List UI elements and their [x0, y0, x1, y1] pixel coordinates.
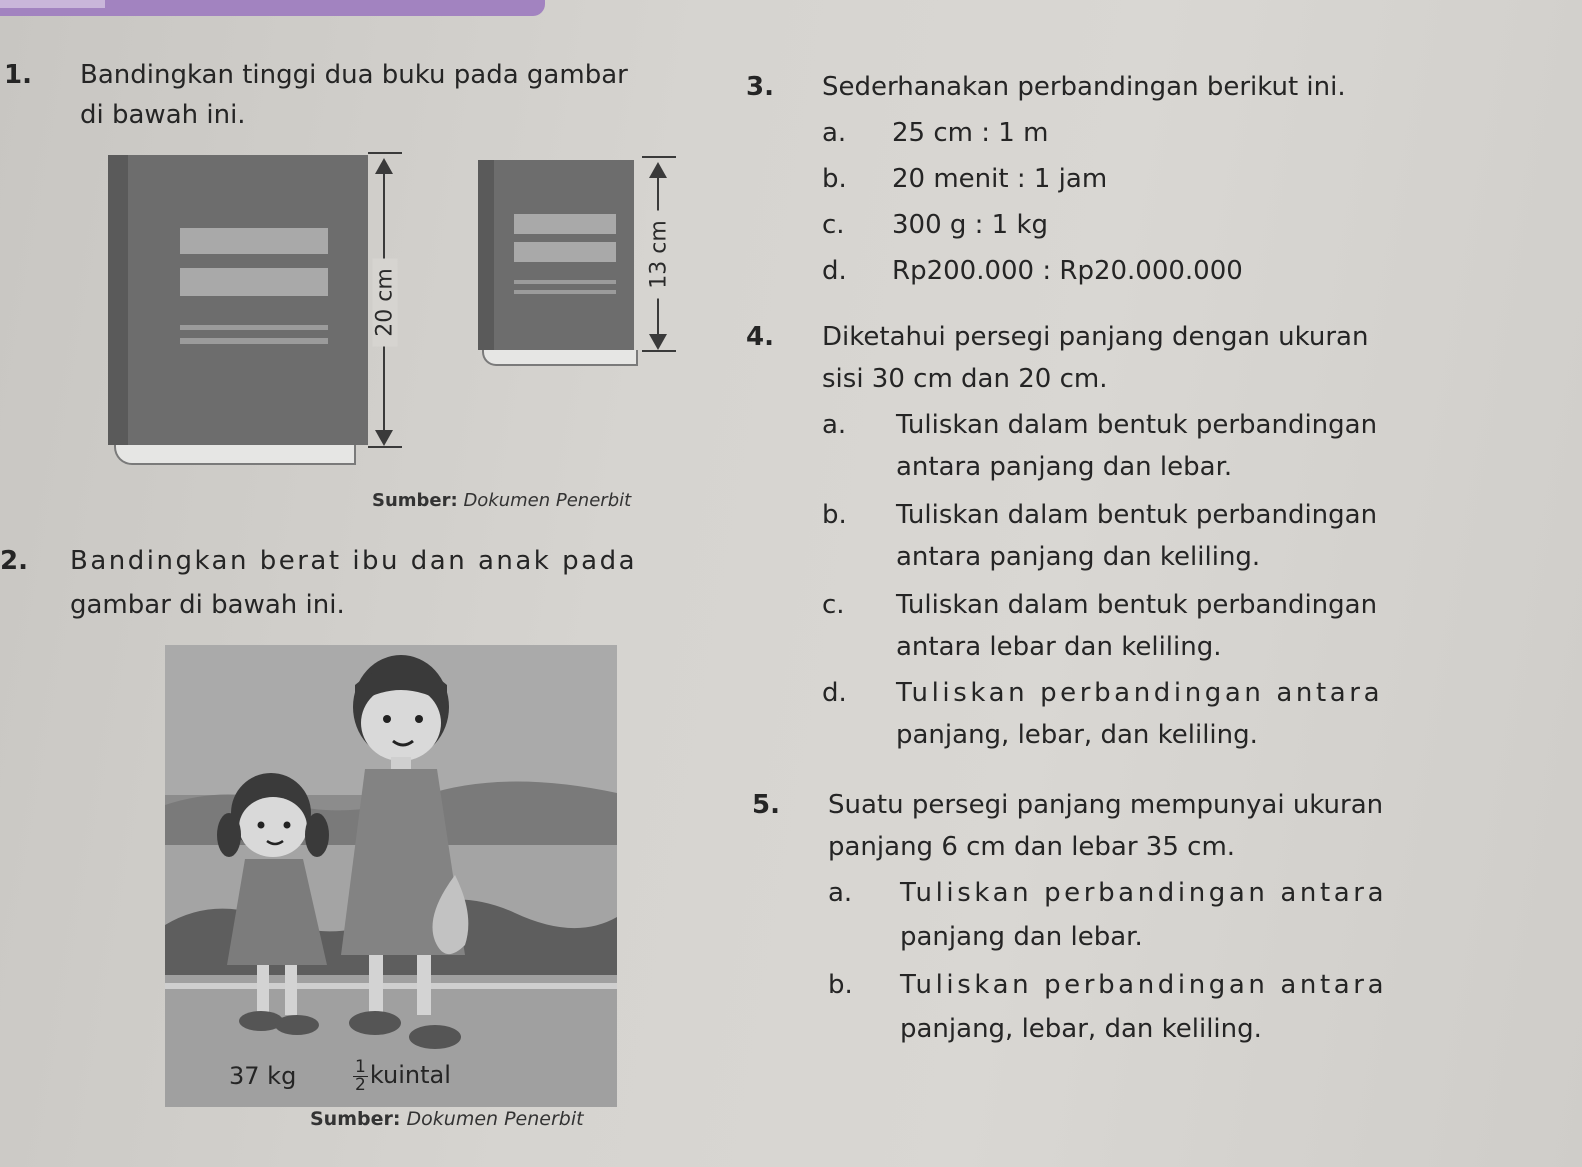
q5a-letter: a. [828, 878, 853, 908]
header-tab [0, 0, 105, 8]
q3-text: Sederhanakan perbandingan berikut ini. [822, 72, 1346, 102]
q5b-line2: panjang, lebar, dan keliling. [900, 1014, 1262, 1044]
q3b-text: 20 menit : 1 jam [892, 164, 1108, 194]
chapter-header-bar [0, 0, 545, 16]
q5a-line2: panjang dan lebar. [900, 922, 1143, 952]
q3c-text: 300 g : 1 kg [892, 210, 1049, 240]
mother-child-illustration [165, 645, 617, 1107]
q4-line1: Diketahui persegi panjang dengan ukuran [822, 322, 1369, 352]
q4b-line2: antara panjang dan keliling. [896, 542, 1261, 572]
q5b-letter: b. [828, 970, 853, 1000]
q4d-letter: d. [822, 678, 847, 708]
large-book-height-dimension [360, 152, 410, 452]
q2-source-caption: Sumber: Dokumen Penerbit [310, 1108, 584, 1130]
q5-line2: panjang 6 cm dan lebar 35 cm. [828, 832, 1236, 862]
q3a-text: 25 cm : 1 m [892, 118, 1049, 148]
q3d-text: Rp200.000 : Rp20.000.000 [892, 256, 1243, 286]
q4-number: 4. [746, 322, 774, 352]
small-book-height-label: 13 cm [647, 211, 672, 299]
q3c-letter: c. [822, 210, 845, 240]
q4c-line1: Tuliskan dalam bentuk perbandingan [896, 590, 1378, 620]
q4b-letter: b. [822, 500, 847, 530]
q2-line2: gambar di bawah ini. [70, 590, 345, 620]
mother-weight-fraction: $\frac{1}{2}$ [355, 1056, 366, 1095]
q4a-letter: a. [822, 410, 847, 440]
large-book-illustration [108, 150, 370, 472]
q3a-letter: a. [822, 118, 847, 148]
q5b-line1: Tuliskan perbandingan antara [900, 970, 1388, 1000]
q4-line2: sisi 30 cm dan 20 cm. [822, 364, 1108, 394]
q4a-line1: Tuliskan dalam bentuk perbandingan [896, 410, 1378, 440]
child-weight-label: 37 kg [229, 1062, 297, 1090]
q4d-line1: Tuliskan perbandingan antara [896, 678, 1384, 708]
small-book-illustration [478, 156, 638, 378]
q3d-letter: d. [822, 256, 847, 286]
mother-child-scene [165, 645, 617, 1107]
q2-number: 2. [0, 546, 28, 576]
q1-line1: Bandingkan tinggi dua buku pada gambar [80, 60, 628, 90]
q4c-letter: c. [822, 590, 845, 620]
large-book-height-label: 20 cm [373, 259, 398, 347]
q1-number: 1. [4, 60, 32, 90]
q5-line1: Suatu persegi panjang mempunyai ukuran [828, 790, 1384, 820]
q3-number: 3. [746, 72, 774, 102]
q2-line1: Bandingkan berat ibu dan anak pada [70, 546, 638, 576]
q5a-line1: Tuliskan perbandingan antara [900, 878, 1388, 908]
q4d-line2: panjang, lebar, dan keliling. [896, 720, 1258, 750]
q5-number: 5. [752, 790, 780, 820]
q1-source-caption: Sumber: Dokumen Penerbit [372, 490, 632, 511]
q3b-letter: b. [822, 164, 847, 194]
q4a-line2: antara panjang dan lebar. [896, 452, 1233, 482]
q1-line2: di bawah ini. [80, 100, 246, 130]
small-book-height-dimension [634, 156, 684, 356]
q4c-line2: antara lebar dan keliling. [896, 632, 1222, 662]
mother-weight-label: $\frac{1}{2}$ kuintal [355, 1056, 451, 1095]
q4b-line1: Tuliskan dalam bentuk perbandingan [896, 500, 1378, 530]
